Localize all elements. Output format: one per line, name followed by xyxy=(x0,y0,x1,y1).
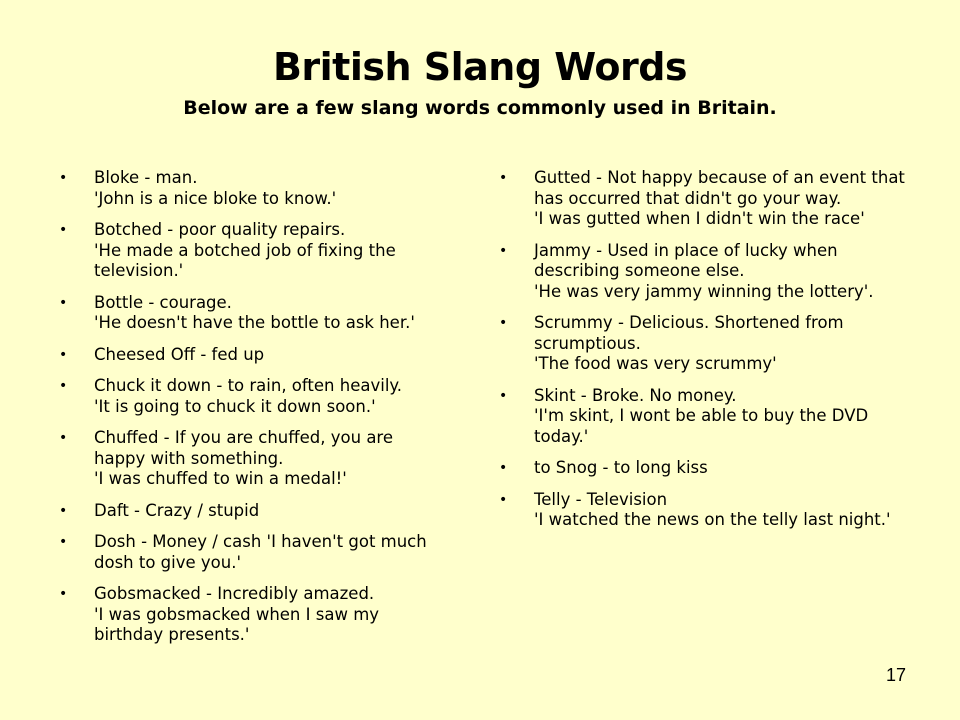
bullet-icon: • xyxy=(59,502,68,519)
list-item xyxy=(56,584,446,646)
bullet-icon: • xyxy=(59,586,68,602)
bullet-icon: • xyxy=(59,294,68,311)
list-item xyxy=(56,345,446,366)
item-example: 'I was chuffed to win a medal!' xyxy=(94,469,347,488)
item-example: 'I was gutted when I didn't win the race' xyxy=(534,209,865,228)
item-term: Jammy - Used in place of lucky when describing someone else. xyxy=(534,240,843,280)
item-term: Scrummy - Delicious. Shortened from scrumptious. xyxy=(534,313,849,353)
item-term: Daft - Crazy / stupid xyxy=(94,500,260,520)
item-term: to Snog - to long kiss xyxy=(534,458,708,477)
list-item xyxy=(56,168,446,209)
bullet-icon: • xyxy=(499,170,508,186)
list-item xyxy=(56,428,446,490)
item-example: 'I'm skint, I wont be able to buy the DVD today.' xyxy=(534,406,874,446)
item-term: Bloke - man. xyxy=(94,168,198,187)
page-number: 17 xyxy=(885,665,906,685)
item-term: Skint - Broke. No money. xyxy=(534,385,737,405)
list-item xyxy=(56,501,446,522)
item-example: 'He doesn't have the bottle to ask her.' xyxy=(94,313,415,332)
left-bullet-list xyxy=(56,168,446,646)
item-term: Chuffed - If you are chuffed, you are happy with something. xyxy=(94,428,399,468)
bullet-icon: • xyxy=(499,460,508,476)
right-bullet-list xyxy=(496,168,916,531)
item-example: 'I watched the news on the telly last night.' xyxy=(534,510,891,529)
item-example: 'The food was very scrummy' xyxy=(534,354,777,373)
item-term: Gobsmacked - Incredibly amazed. xyxy=(94,584,375,603)
bullet-icon: • xyxy=(59,378,68,394)
bullet-icon: • xyxy=(59,430,68,446)
title-block xyxy=(0,40,960,122)
list-item xyxy=(496,458,916,479)
item-term: Cheesed Off - fed up xyxy=(94,344,265,364)
item-term: Chuck it down - to rain, often heavily. xyxy=(94,376,403,395)
item-example: 'John is a nice bloke to know.' xyxy=(94,188,337,208)
bullet-icon: • xyxy=(499,387,508,404)
bullet-icon: • xyxy=(499,315,508,331)
item-example: 'He made a botched job of fixing the television.' xyxy=(94,240,401,280)
slide-subtitle: Below are a few slang words commonly used in Britain. xyxy=(183,97,777,119)
list-item xyxy=(56,532,446,573)
item-example: 'I was gobsmacked when I saw my birthday presents.' xyxy=(94,604,385,644)
item-term: Telly - Television xyxy=(534,489,668,509)
list-item xyxy=(56,376,446,417)
list-item xyxy=(496,490,916,531)
item-example: 'He was very jammy winning the lottery'. xyxy=(534,281,874,301)
list-item xyxy=(496,241,916,303)
left-column xyxy=(56,168,446,657)
item-term: Bottle - courage. xyxy=(94,292,232,312)
item-term: Dosh - Money / cash 'I haven't got much dosh to give you.' xyxy=(94,532,432,572)
right-column xyxy=(496,168,916,542)
list-item xyxy=(496,168,916,230)
item-term: Botched - poor quality repairs. xyxy=(94,220,346,239)
bullet-icon: • xyxy=(499,242,508,259)
item-term: Gutted - Not happy because of an event that has occurred that didn't go your way. xyxy=(534,168,911,208)
bullet-icon: • xyxy=(59,534,68,550)
bullet-icon: • xyxy=(59,222,68,238)
item-example: 'It is going to chuck it down soon.' xyxy=(94,396,376,416)
slide-title: British Slang Words xyxy=(272,45,688,89)
bullet-icon: • xyxy=(59,346,68,363)
list-item xyxy=(496,313,916,375)
list-item xyxy=(496,386,916,448)
bullet-icon: • xyxy=(499,491,508,508)
list-item xyxy=(56,220,446,282)
bullet-icon: • xyxy=(59,170,68,186)
list-item xyxy=(56,293,446,334)
